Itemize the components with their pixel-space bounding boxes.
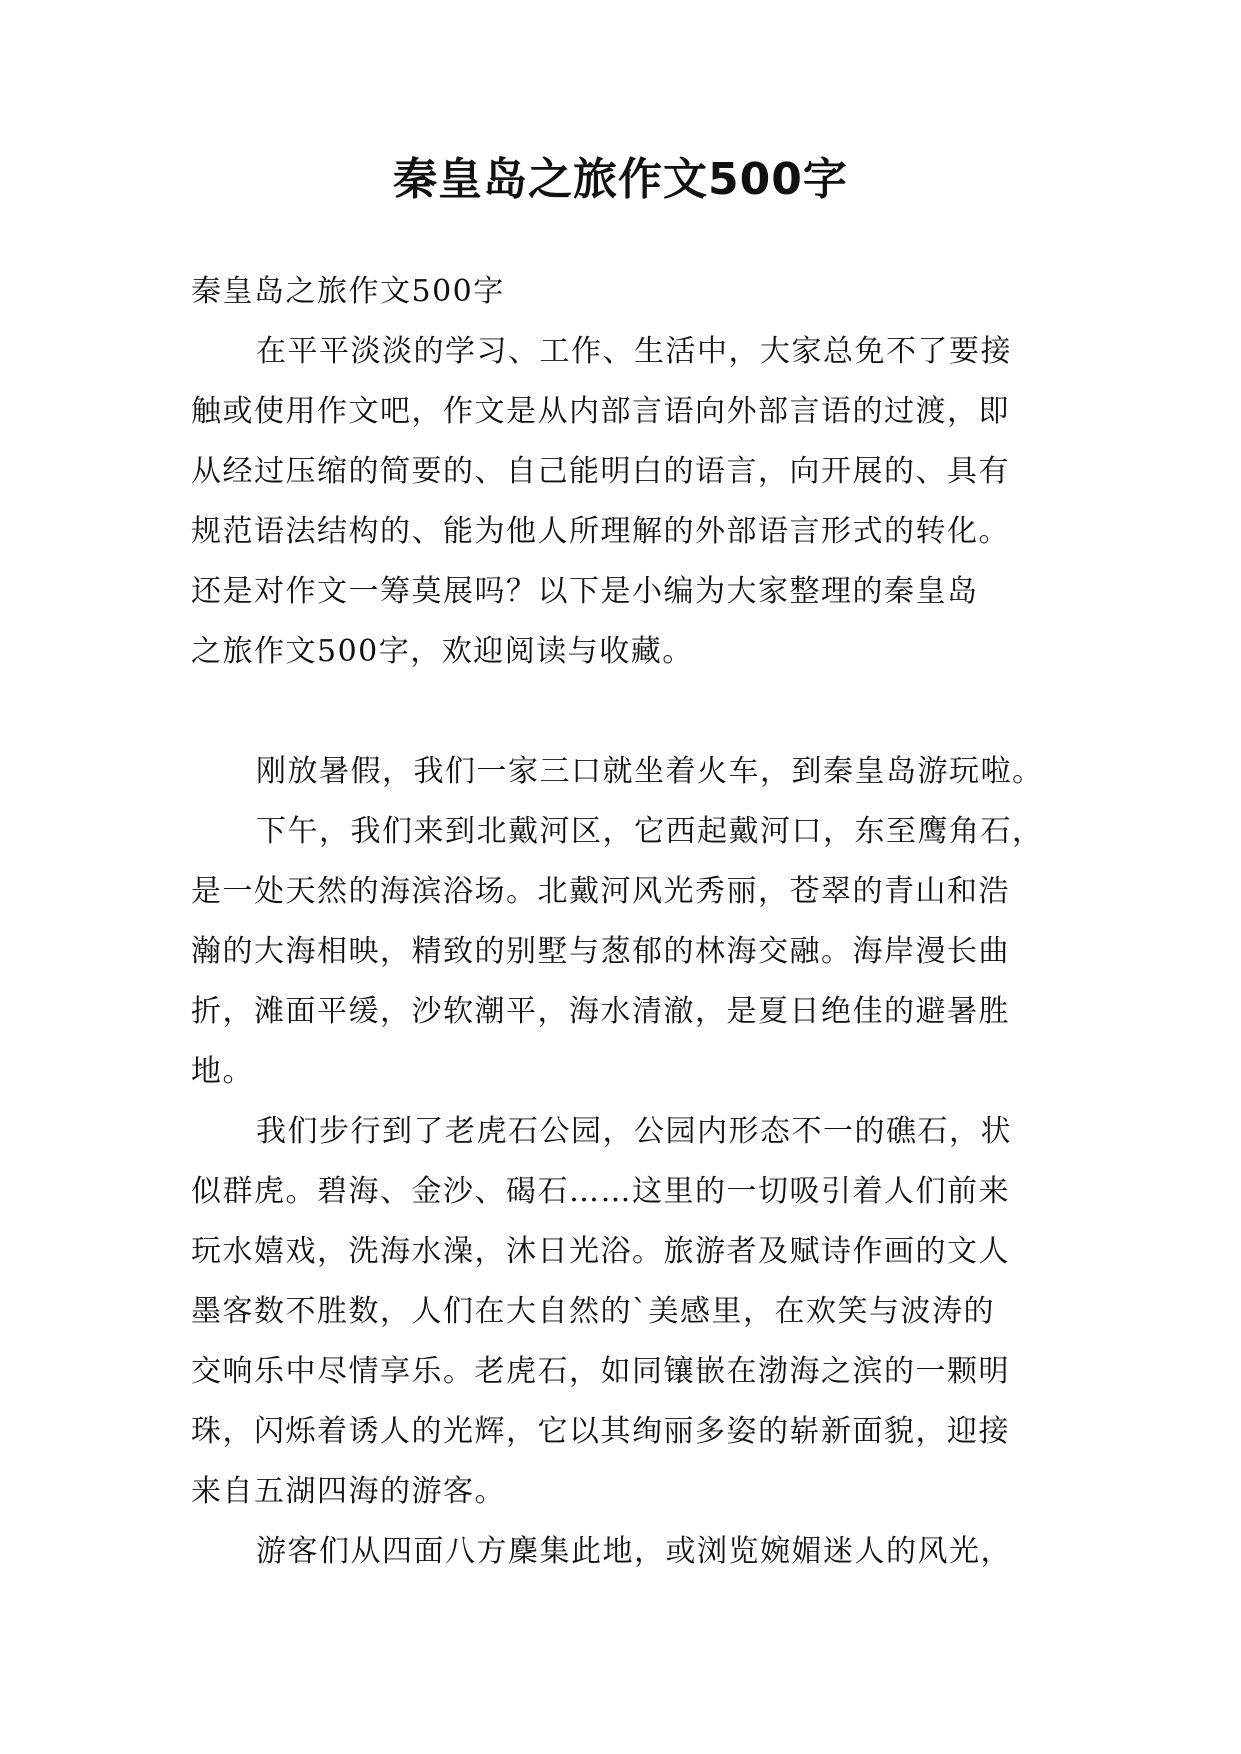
paragraph-line: 珠，闪烁着诱人的光辉，它以其绚丽多姿的崭新面貌，迎接 bbox=[191, 1414, 1010, 1449]
paragraph-line: 还是对作文一筹莫展吗？以下是小编为大家整理的秦皇岛 bbox=[191, 574, 979, 609]
paragraph-line: 触或使用作文吧，作文是从内部言语向外部言语的过渡，即 bbox=[191, 394, 1010, 429]
paragraph-line: 刚放暑假，我们一家三口就坐着火车，到秦皇岛游玩啦。 bbox=[256, 754, 1044, 789]
paragraph-line: 来自五湖四海的游客。 bbox=[191, 1474, 506, 1509]
paragraph-line: 瀚的大海相映，精致的别墅与葱郁的林海交融。海岸漫长曲 bbox=[191, 934, 1010, 969]
paragraph-spacer bbox=[191, 682, 1055, 742]
paragraph-line: 地。 bbox=[191, 1054, 254, 1089]
page-title: 秦皇岛之旅作文500字 bbox=[393, 154, 848, 205]
intro-paragraph bbox=[191, 322, 1055, 682]
document-subtitle: 秦皇岛之旅作文500字 bbox=[191, 274, 505, 309]
paragraph-line: 我们步行到了老虎石公园，公园内形态不一的礁石，状 bbox=[256, 1114, 1012, 1149]
paragraph-line: 是一处天然的海滨浴场。北戴河风光秀丽，苍翠的青山和浩 bbox=[191, 874, 1010, 909]
document-body bbox=[191, 262, 1055, 1582]
paragraph-4 bbox=[191, 1522, 1055, 1582]
paragraph-2 bbox=[191, 802, 1055, 1102]
paragraph-line: 墨客数不胜数，人们在大自然的`美感里，在欢笑与波涛的 bbox=[191, 1294, 995, 1329]
paragraph-line: 似群虎。碧海、金沙、碣石……这里的一切吸引着人们前来 bbox=[191, 1174, 1010, 1209]
paragraph-line: 下午，我们来到北戴河区，它西起戴河口，东至鹰角石， bbox=[256, 814, 1044, 849]
paragraph-line: 从经过压缩的简要的、自己能明白的语言，向开展的、具有 bbox=[191, 454, 1010, 489]
paragraph-line: 规范语法结构的、能为他人所理解的外部语言形式的转化。 bbox=[191, 514, 1010, 549]
paragraph-1 bbox=[191, 742, 1055, 802]
paragraph-line: 折，滩面平缓，沙软潮平，海水清澈，是夏日绝佳的避暑胜 bbox=[191, 994, 1010, 1029]
paragraph-line: 在平平淡淡的学习、工作、生活中，大家总免不了要接 bbox=[256, 334, 1012, 369]
paragraph-3 bbox=[191, 1102, 1055, 1522]
paragraph-line: 游客们从四面八方麇集此地，或浏览婉媚迷人的风光， bbox=[256, 1534, 1012, 1569]
paragraph-line: 交响乐中尽情享乐。老虎石，如同镶嵌在渤海之滨的一颗明 bbox=[191, 1354, 1010, 1389]
paragraph-line: 之旅作文500字，欢迎阅读与收藏。 bbox=[191, 634, 694, 669]
paragraph-line: 玩水嬉戏，洗海水澡，沐日光浴。旅游者及赋诗作画的文人 bbox=[191, 1234, 1010, 1269]
